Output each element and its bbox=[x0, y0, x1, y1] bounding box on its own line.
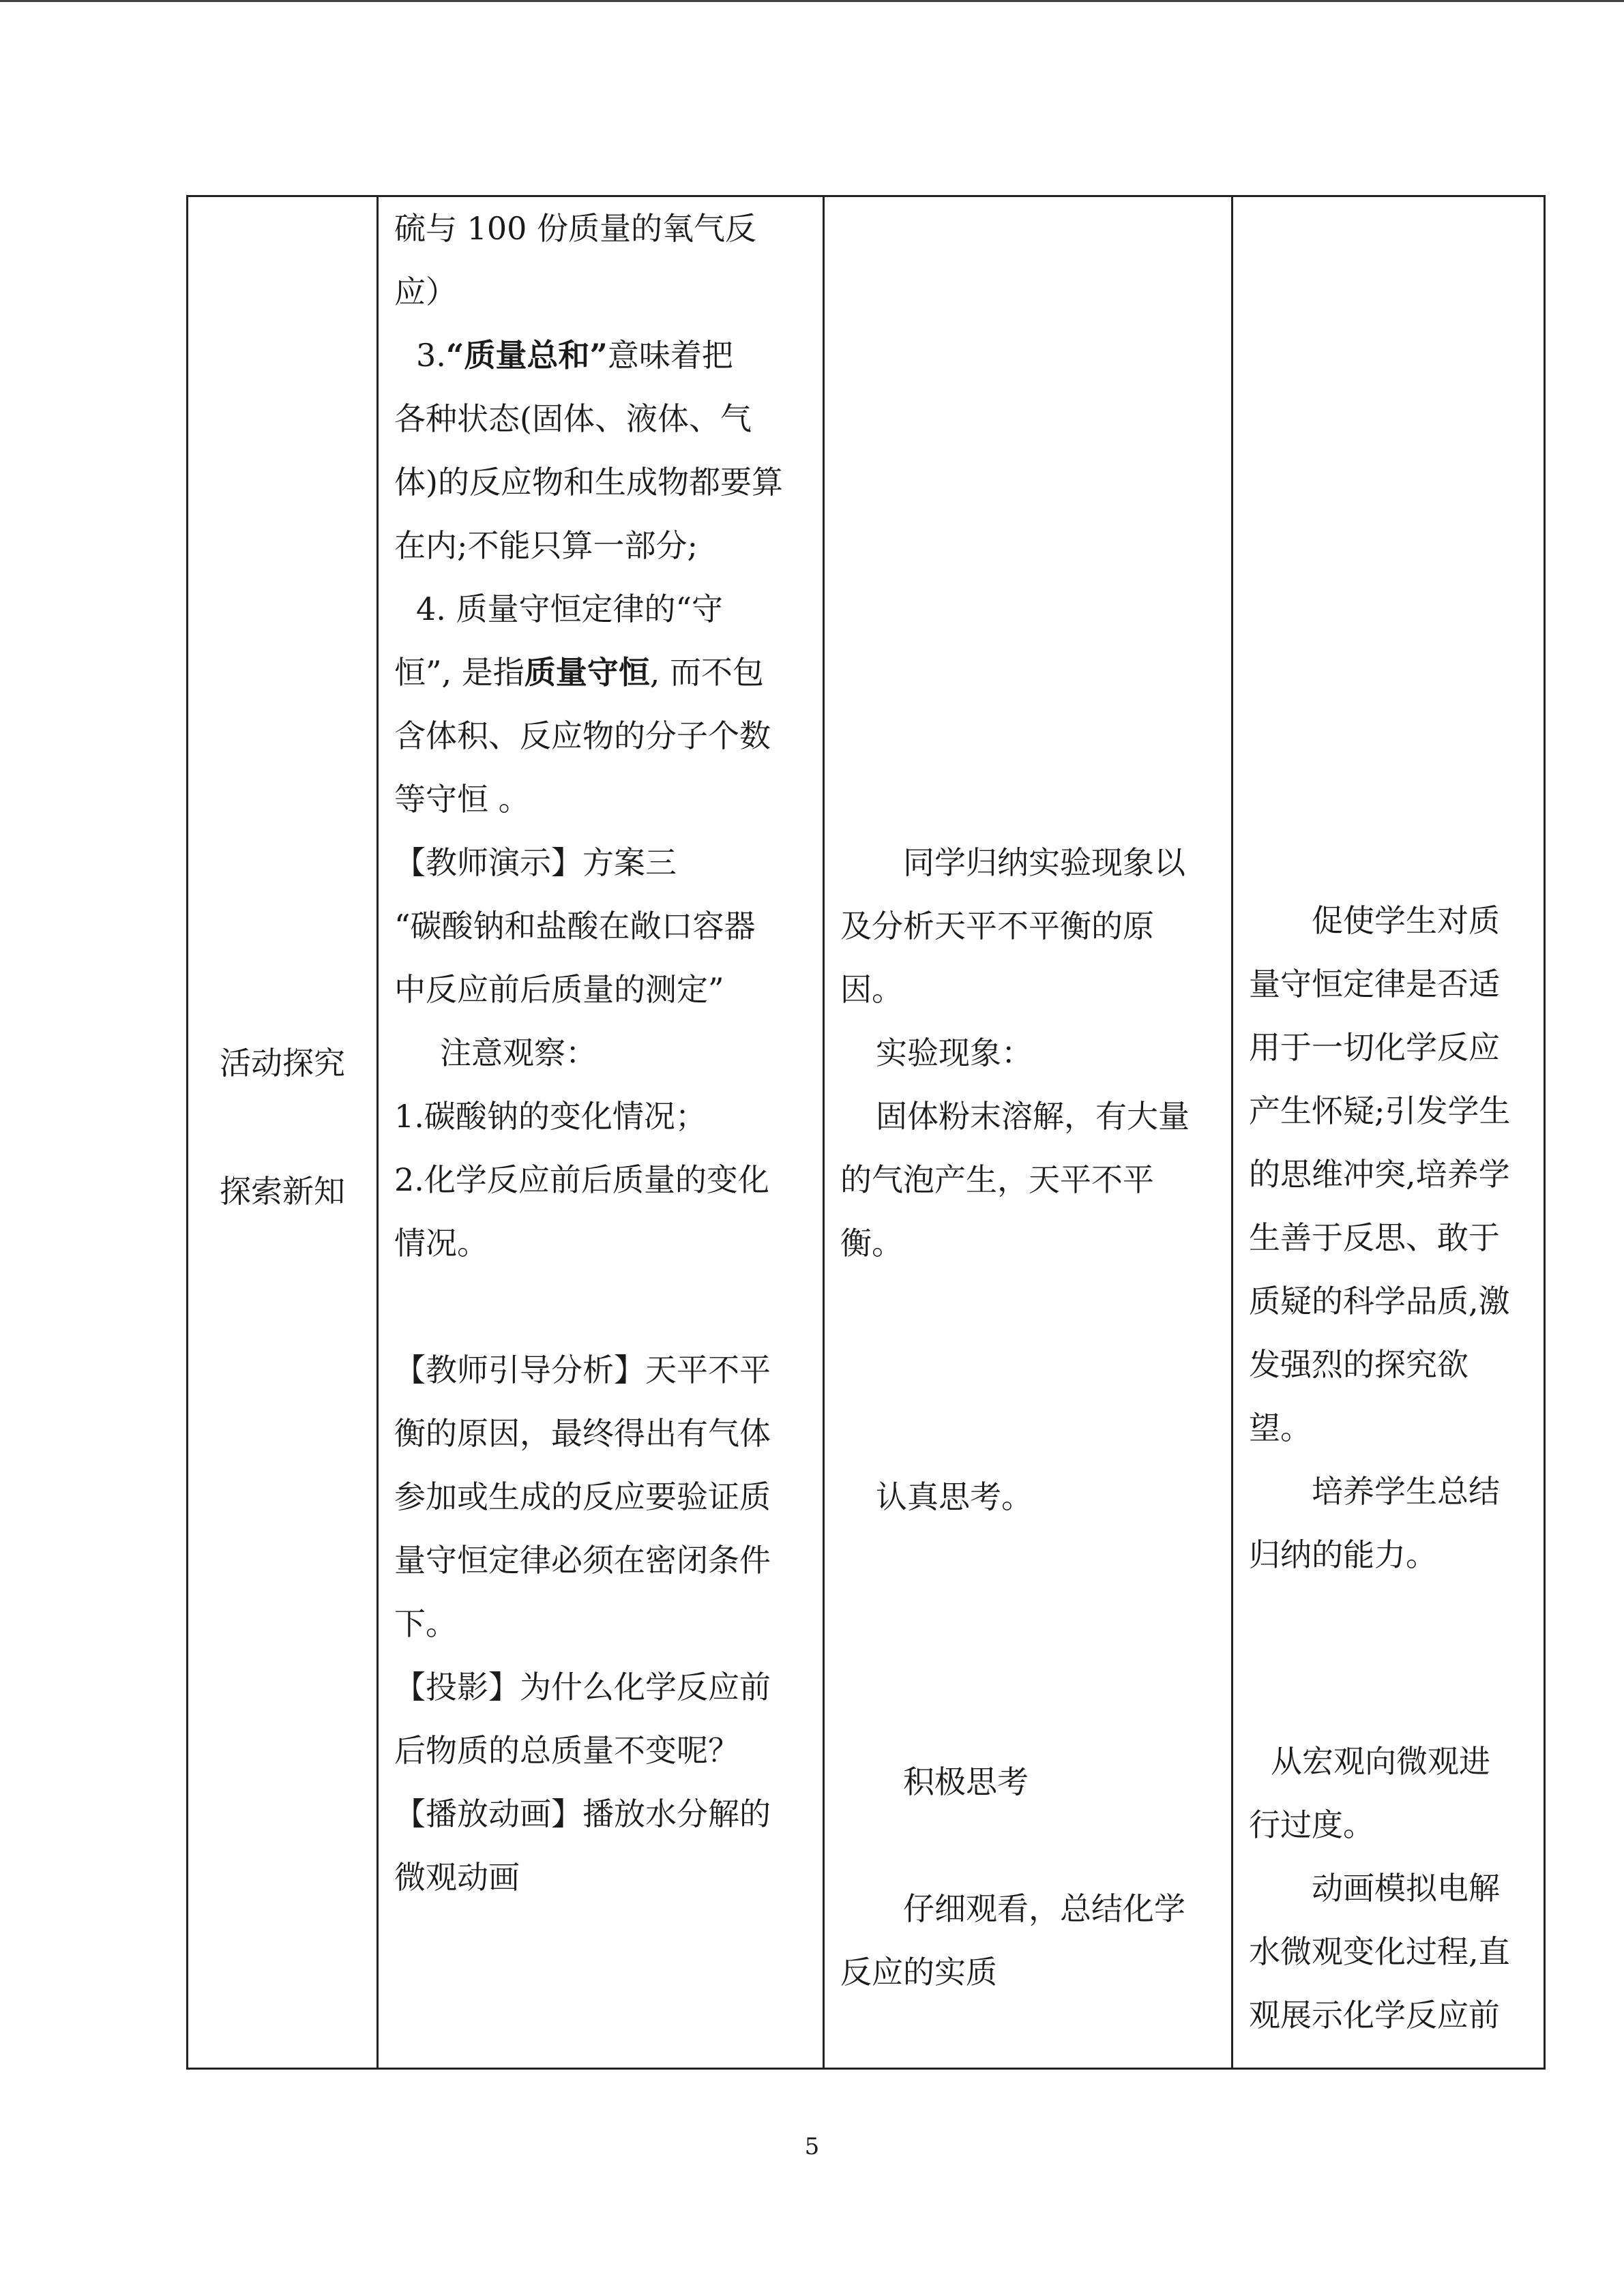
text-line: 硫与 100 份质量的氧气反 bbox=[394, 210, 757, 247]
text-line: 3.“质量总和”意味着把 bbox=[416, 337, 733, 374]
text-line: 质疑的科学品质,激 bbox=[1249, 1283, 1510, 1320]
text-line: 行过度。 bbox=[1249, 1806, 1374, 1843]
text-line: 微观动画 bbox=[394, 1859, 520, 1896]
text-line: 量守恒定律是否适 bbox=[1249, 966, 1500, 1002]
text-line: 水微观变化过程,直 bbox=[1249, 1933, 1510, 1970]
teacher-activity-cell bbox=[378, 196, 824, 2069]
text-line: 实验现象： bbox=[876, 1034, 1033, 1071]
text-line: 望。 bbox=[1249, 1410, 1312, 1446]
text-line: 后物质的总质量不变呢？ bbox=[394, 1732, 739, 1769]
text-line: 积极思考 bbox=[903, 1763, 1029, 1800]
text-line: 在内;不能只算一部分; bbox=[394, 527, 698, 564]
section-label-line: 活动探究 bbox=[220, 1045, 345, 1082]
text-line: 【播放动画】播放水分解的 bbox=[394, 1795, 771, 1832]
text-line: 产生怀疑;引发学生 bbox=[1249, 1092, 1511, 1129]
text-line: 生善于反思、敢于 bbox=[1249, 1219, 1500, 1256]
text-line: 各种状态(固体、液体、气 bbox=[394, 400, 752, 437]
text-line: 反应的实质 bbox=[840, 1954, 997, 1991]
student-activity-cell bbox=[824, 196, 1232, 2069]
text-line: 4. 质量守恒定律的“守 bbox=[416, 591, 724, 627]
text-line: 观展示化学反应前 bbox=[1249, 1997, 1500, 2033]
text-line: 1.碳酸钠的变化情况； bbox=[394, 1098, 707, 1135]
text-line: 发强烈的探究欲 bbox=[1249, 1346, 1468, 1383]
text-line: 衡。 bbox=[840, 1225, 903, 1262]
text-line: 同学归纳实验现象以 bbox=[903, 844, 1185, 881]
text-line: 培养学生总结 bbox=[1312, 1473, 1500, 1510]
text-line: 动画模拟电解 bbox=[1312, 1870, 1500, 1907]
text-line: 量守恒定律必须在密闭条件 bbox=[394, 1542, 771, 1579]
text-line: 应） bbox=[394, 273, 457, 310]
text-line: 的气泡产生，天平不平 bbox=[840, 1161, 1154, 1198]
text-line: 等守恒 。 bbox=[394, 781, 530, 818]
text-line: 衡的原因，最终得出有气体 bbox=[394, 1415, 771, 1452]
text-line: 恒”, 是指质量守恒, 而不包 bbox=[394, 654, 765, 691]
text-line: 促使学生对质 bbox=[1312, 902, 1500, 939]
text-line: 的思维冲突,培养学 bbox=[1249, 1156, 1510, 1193]
text-line: 【教师引导分析】天平不平 bbox=[394, 1352, 771, 1388]
bold-term: 质量守恒 bbox=[524, 654, 650, 691]
text-line: 含体积、反应物的分子个数 bbox=[394, 717, 771, 754]
bold-term: “质量总和” bbox=[445, 337, 608, 374]
lesson-plan-table bbox=[186, 195, 1546, 2070]
text-line: 因。 bbox=[840, 971, 903, 1008]
table-row bbox=[188, 196, 1545, 2069]
section-label-line: 探索新知 bbox=[220, 1173, 345, 1210]
text-line: 下。 bbox=[394, 1605, 457, 1642]
text-line: 仔细观看，总结化学 bbox=[903, 1890, 1185, 1927]
text-line: 2.化学反应前后质量的变化 bbox=[394, 1161, 769, 1198]
design-intent-cell bbox=[1232, 196, 1545, 2069]
text-line: 注意观察： bbox=[440, 1034, 597, 1071]
text-line: 归纳的能力。 bbox=[1249, 1536, 1437, 1573]
text-line: 参加或生成的反应要验证质 bbox=[394, 1478, 771, 1515]
text-line: “碳酸钠和盐酸在敞口容器 bbox=[394, 908, 756, 944]
text-line: 及分析天平不平衡的原 bbox=[840, 908, 1154, 944]
text-line: 用于一切化学反应 bbox=[1249, 1029, 1500, 1066]
text-line: 中反应前后质量的测定” bbox=[394, 971, 724, 1008]
text-line: 【投影】为什么化学反应前 bbox=[394, 1669, 771, 1705]
text-line: 体)的反应物和生成物都要算 bbox=[394, 464, 783, 501]
text-line: 情况。 bbox=[394, 1225, 488, 1262]
page-number: 5 bbox=[804, 2133, 820, 2160]
text-line: 固体粉末溶解，有大量 bbox=[876, 1098, 1190, 1135]
top-border-line bbox=[0, 0, 1624, 2]
section-label-cell bbox=[188, 196, 378, 2069]
text-line: 从宏观向微观进 bbox=[1271, 1743, 1490, 1780]
text-line: 【教师演示】方案三 bbox=[394, 844, 677, 881]
text-line: 认真思考。 bbox=[876, 1478, 1033, 1515]
